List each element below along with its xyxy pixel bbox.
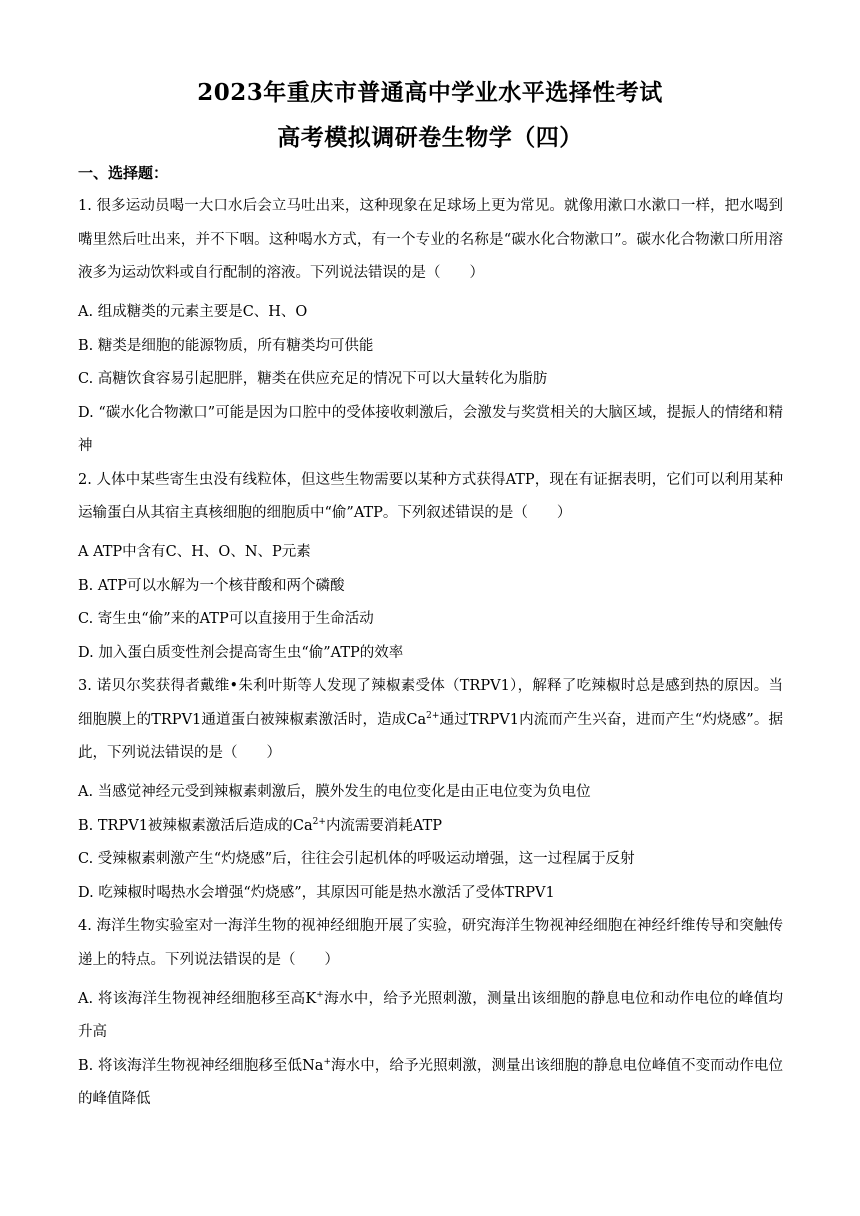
option-d: D. 吃辣椒时喝热水会增强“灼烧感”，其原因可能是热水激活了受体TRPV1 bbox=[78, 884, 555, 901]
superscript: + bbox=[323, 1056, 331, 1067]
option-a: A. 组成糖类的元素主要是C、H、O bbox=[78, 304, 308, 320]
question-1 bbox=[78, 190, 783, 464]
question-stem bbox=[78, 670, 783, 771]
option-d: D. “碳水化合物漱口”可能是因为口腔中的受体接收刺激后，会激发与奖赏相关的大脑区域，提振人的情绪和精神 bbox=[78, 404, 783, 454]
section-heading: 一、选择题： bbox=[78, 164, 169, 182]
question-4 bbox=[78, 910, 783, 1117]
stem-part: 通过TRPV1内流而产生兴奋，进而产生“灼烧感”。据此，下列说法错误的是（ ） bbox=[78, 711, 783, 761]
question-2 bbox=[78, 464, 783, 671]
question-stem: 1. 很多运动员喝一大口水后会立马吐出来，这种现象在足球场上更为常见。就像用漱口水漱口一样，把水喝到嘴里然后吐出来，并不下咽。这种喝水方式，有一个专业的名称是“碳水化合物漱口”。碳水化合物漱口所用溶液多为运动饮料或自行配制的溶液。下列说法错误的是（ ） bbox=[78, 198, 783, 281]
option-text: B. 将该海洋生物视神经细胞移至低Na bbox=[78, 1057, 324, 1074]
option-c: C. 受辣椒素刺激产生“灼烧感”后，往往会引起机体的呼吸运动增强，这一过程属于反射 bbox=[78, 851, 635, 867]
option-a bbox=[78, 983, 783, 1050]
option-text: 海水中，给予光照刺激，测量出该细胞的静息电位峰值不变而动作电位的峰值降低 bbox=[78, 1057, 783, 1107]
option-b bbox=[78, 1050, 783, 1117]
option-b: B. ATP可以水解为一个核苷酸和两个磷酸 bbox=[78, 577, 345, 594]
option-b: B. 糖类是细胞的能源物质，所有糖类均可供能 bbox=[78, 337, 374, 354]
option-text: 内流需要消耗ATP bbox=[325, 817, 443, 834]
question-3 bbox=[78, 670, 783, 910]
exam-title: 2023年重庆市普通高中学业水平选择性考试 bbox=[197, 79, 663, 106]
question-stem: 4. 海洋生物实验室对一海洋生物的视神经细胞开展了实验，研究海洋生物视神经细胞在神经纤维传导和突触传递上的特点。下列说法错误的是（ ） bbox=[78, 918, 783, 968]
superscript: 2+ bbox=[312, 816, 326, 827]
question-stem: 2. 人体中某些寄生虫没有线粒体，但这些生物需要以某种方式获得ATP，现在有证据表明，它们可以利用某种运输蛋白从其宿主真核细胞的细胞质中“偷”ATP。下列叙述错误的是（ ） bbox=[78, 471, 783, 521]
option-c: C. 高糖饮食容易引起肥胖，糖类在供应充足的情况下可以大量转化为脂肪 bbox=[78, 371, 548, 387]
exam-subtitle: 高考模拟调研卷生物学（四） bbox=[277, 124, 583, 151]
option-b bbox=[78, 810, 783, 844]
option-text: A. 将该海洋生物视神经细胞移至高K bbox=[78, 990, 317, 1007]
option-d: D. 加入蛋白质变性剂会提高寄生虫“偷”ATP的效率 bbox=[78, 644, 404, 661]
option-a: A ATP中含有C、H、O、N、P元素 bbox=[78, 544, 311, 560]
option-c: C. 寄生虫“偷”来的ATP可以直接用于生命活动 bbox=[78, 611, 374, 627]
stem-part: 3. 诺贝尔奖获得者戴维•朱利叶斯等人发现了辣椒素受体（TRPV1），解释了吃辣椒时总是感到热的原因。当细胞膜上的TRPV1通道蛋白被辣椒素激活时，造成Ca bbox=[78, 678, 783, 728]
option-text: 海水中，给予光照刺激，测量出该细胞的静息电位和动作电位的峰值均升高 bbox=[78, 990, 783, 1040]
question-list bbox=[78, 190, 783, 1117]
superscript: 2+ bbox=[426, 710, 440, 721]
option-text: B. TRPV1被辣椒素激活后造成的Ca bbox=[78, 817, 313, 834]
option-a: A. 当感觉神经元受到辣椒素刺激后，膜外发生的电位变化是由正电位变为负电位 bbox=[78, 784, 591, 800]
superscript: + bbox=[316, 989, 324, 1000]
